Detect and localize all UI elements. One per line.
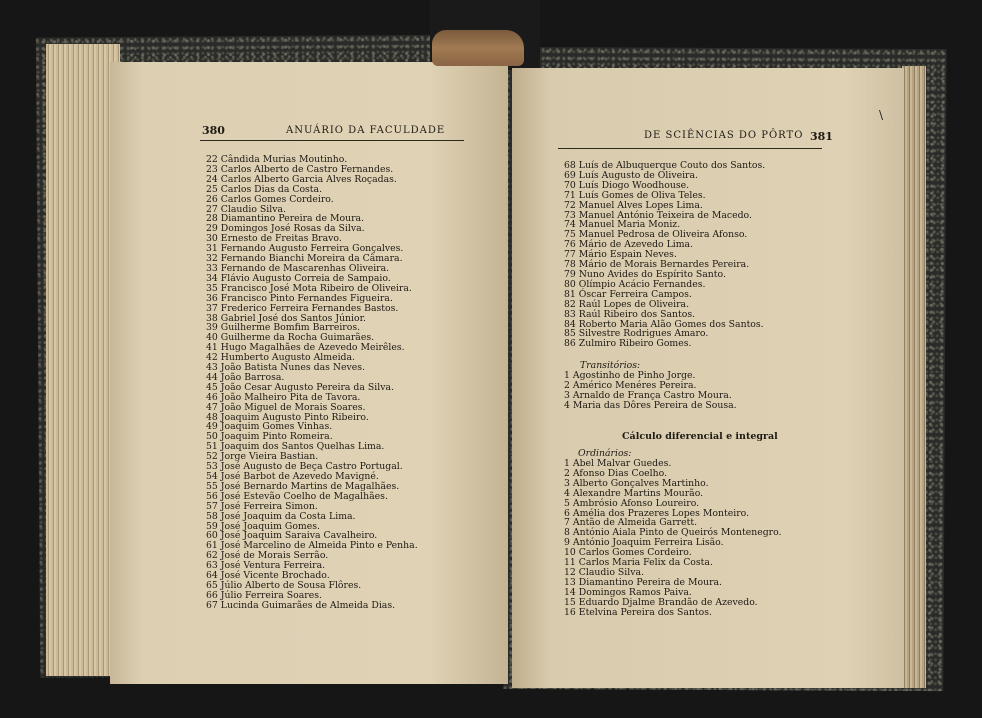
list-item: 7 Antão de Almeida Garrett.: [564, 517, 698, 529]
list-item: 43 João Batista Nunes das Neves.: [206, 362, 365, 374]
list-item: 28 Diamantino Pereira de Moura.: [206, 213, 365, 225]
list-item: 13 Diamantino Pereira de Moura.: [564, 576, 723, 588]
list-item: 79 Nuno Avides do Espírito Santo.: [564, 268, 726, 280]
list-item: 4 Maria das Dôres Pereira de Sousa.: [564, 399, 737, 411]
list-item: 57 José Ferreira Simon.: [206, 500, 318, 512]
list-item: 26 Carlos Gomes Cordeiro.: [206, 193, 334, 205]
list-item: 63 José Ventura Ferreira.: [206, 560, 326, 572]
list-item: 64 José Vicente Brochado.: [206, 570, 330, 582]
list-item: 82 Raúl Lopes de Oliveira.: [564, 298, 690, 310]
list-item: 52 Jorge Vieira Bastian.: [206, 451, 319, 463]
list-item: 5 Ambrósio Afonso Loureiro.: [564, 497, 700, 509]
list-item: 50 Joaquim Pinto Romeira.: [206, 431, 333, 443]
list-item: 67 Lucinda Guimarães de Almeida Dias.: [206, 599, 396, 611]
list-item: 73 Manuel António Teixeira de Macedo.: [564, 209, 752, 221]
list-item: 85 Silvestre Rodrigues Amaro.: [564, 328, 709, 340]
list-item: 86 Zulmiro Ribeiro Gomes.: [564, 338, 692, 350]
list-item: 81 Óscar Ferreira Campos.: [564, 288, 692, 300]
list-item: 2 Afonso Dias Coelho.: [564, 467, 668, 479]
list-item: 51 Joaquim dos Santos Quelhas Lima.: [206, 441, 385, 453]
list-item: 84 Roberto Maria Alão Gomes dos Santos.: [564, 318, 764, 330]
binding-tape: [432, 30, 524, 66]
list-item: 16 Etelvina Pereira dos Santos.: [564, 606, 712, 618]
list-item: 71 Luís Gomes de Oliva Teles.: [564, 189, 706, 201]
list-item: 2 Américo Menéres Pereira.: [564, 379, 697, 391]
list-item: 14 Domingos Ramos Paiva.: [564, 586, 692, 598]
page-number-left: 380: [202, 124, 225, 137]
list-item: 59 José Joaquim Gomes.: [206, 520, 320, 532]
list-item: 54 José Barbot de Azevedo Mavigné.: [206, 471, 379, 482]
list-item: 65 Júlio Alberto de Sousa Flôres.: [206, 579, 362, 591]
list-item: 77 Mário Espain Neves.: [564, 249, 677, 261]
list-item: 33 Fernando de Mascarenhas Oliveira.: [206, 262, 390, 274]
list-item: 31 Fernando Augusto Ferreira Gonçalves.: [206, 243, 404, 255]
list-item: 1 Agostinho de Pinho Jorge.: [564, 370, 696, 381]
section-title: Cálculo diferencial e integral: [622, 431, 778, 442]
page-edges-right: [902, 66, 926, 688]
list-item: 32 Fernando Bianchi Moreira da Câmara.: [206, 253, 403, 265]
student-list-right: [564, 161, 765, 349]
list-item: 9 António Joaquim Ferreira Lisão.: [564, 537, 724, 549]
list-item: 48 Joaquim Augusto Pinto Ribeiro.: [206, 411, 369, 423]
list-item: 60 José Joaquim Saraiva Cavalheiro.: [206, 530, 378, 542]
list-item: 3 Arnaldo de França Castro Moura.: [564, 389, 732, 401]
list-item: 55 José Bernardo Martins de Magalhães.: [206, 480, 400, 492]
list-item: 3 Alberto Gonçalves Martinho.: [564, 477, 709, 489]
list-item: 8 António Aiala Pinto de Queirós Montenegro.: [564, 527, 782, 539]
list-item: 66 Júlio Ferreira Soares.: [206, 589, 322, 601]
list-item: 4 Alexandre Martins Mourão.: [564, 487, 704, 499]
list-item: 34 Flávio Augusto Correia de Sampaio.: [206, 272, 391, 284]
list-item: 53 José Augusto de Beça Castro Portugal.: [206, 461, 403, 473]
list-item: 45 João Cesar Augusto Pereira da Silva.: [206, 381, 394, 393]
list-item: 47 João Miguel de Morais Soares.: [206, 401, 366, 413]
list-item: 35 Francisco José Mota Ribeiro de Oliveira.: [206, 282, 412, 294]
list-item: 83 Raúl Ribeiro dos Santos.: [564, 308, 696, 320]
list-item: 10 Carlos Gomes Cordeiro.: [564, 547, 692, 559]
running-head-right: DE SCIÊNCIAS DO PÔRTO: [644, 130, 804, 141]
list-item: 62 José de Morais Serrão.: [206, 550, 329, 562]
list-item: 22 Cândida Murias Moutinho.: [206, 154, 348, 165]
page-corner-mark: \: [879, 108, 884, 122]
list-item: 12 Claudio Silva.: [564, 566, 644, 578]
header-rule-right: [558, 148, 822, 149]
list-item: 36 Francisco Pinto Fernandes Figueira.: [206, 292, 393, 304]
list-item: 15 Eduardo Djalme Brandão de Azevedo.: [564, 596, 758, 608]
list-item: 46 João Malheiro Pita de Tavora.: [206, 391, 361, 403]
student-list-left: [206, 155, 418, 611]
list-item: 30 Ernesto de Freitas Bravo.: [206, 233, 342, 245]
list-item: 74 Manuel Maria Moniz.: [564, 219, 681, 231]
ordinarios-list: [564, 459, 782, 618]
list-item: 37 Frederico Ferreira Fernandes Bastos.: [206, 302, 399, 314]
list-item: 40 Guilherme da Rocha Guimarães.: [206, 332, 375, 344]
list-item: 61 José Marcelino de Almeida Pinto e Penha.: [206, 540, 418, 552]
transitorios-list: [564, 371, 737, 411]
list-item: 56 José Estevão Coelho de Magalhães.: [206, 490, 388, 502]
list-item: 78 Mário de Morais Bernardes Pereira.: [564, 259, 750, 271]
list-item: 23 Carlos Alberto de Castro Fernandes.: [206, 163, 394, 175]
list-item: 80 Olímpio Acácio Fernandes.: [564, 278, 706, 290]
list-item: 72 Manuel Alves Lopes Lima.: [564, 199, 703, 211]
list-item: 41 Hugo Magalhães de Azevedo Meirêles.: [206, 342, 405, 354]
page-number-right: 381: [810, 130, 833, 143]
list-item: 75 Manuel Pedrosa de Oliveira Afonso.: [564, 229, 748, 241]
list-item: 25 Carlos Dias da Costa.: [206, 183, 323, 195]
list-item: 49 Joaquim Gomes Vinhas.: [206, 421, 333, 433]
right-page: [512, 68, 904, 688]
list-item: 38 Gabriel José dos Santos Júnior.: [206, 312, 366, 324]
list-item: 1 Abel Malvar Guedes.: [564, 458, 672, 469]
list-item: 76 Mário de Azevedo Lima.: [564, 239, 694, 251]
transitorios-label: Transitórios:: [580, 360, 641, 371]
list-item: 27 Claudio Silva.: [206, 203, 286, 215]
list-item: 6 Amélia dos Prazeres Lopes Monteiro.: [564, 507, 750, 519]
ordinarios-label: Ordinários:: [578, 448, 632, 459]
list-item: 58 José Joaquim da Costa Lima.: [206, 510, 356, 522]
list-item: 44 João Barrosa.: [206, 371, 285, 383]
list-item: 11 Carlos Maria Felix da Costa.: [564, 557, 713, 569]
list-item: 70 Luís Diogo Woodhouse.: [564, 179, 690, 191]
list-item: 29 Domingos José Rosas da Silva.: [206, 223, 365, 235]
list-item: 42 Humberto Augusto Almeida.: [206, 352, 356, 364]
left-page: [110, 62, 508, 684]
header-rule-left: [200, 140, 464, 141]
page-edges-left: [46, 44, 120, 676]
list-item: 68 Luís de Albuquerque Couto dos Santos.: [564, 160, 766, 171]
list-item: 39 Guilherme Bomfim Barreiros.: [206, 322, 361, 334]
list-item: 69 Luís Augusto de Oliveira.: [564, 169, 698, 181]
running-head-left: ANUÁRIO DA FACULDADE: [286, 125, 446, 136]
list-item: 24 Carlos Alberto Garcia Alves Roçadas.: [206, 173, 397, 185]
